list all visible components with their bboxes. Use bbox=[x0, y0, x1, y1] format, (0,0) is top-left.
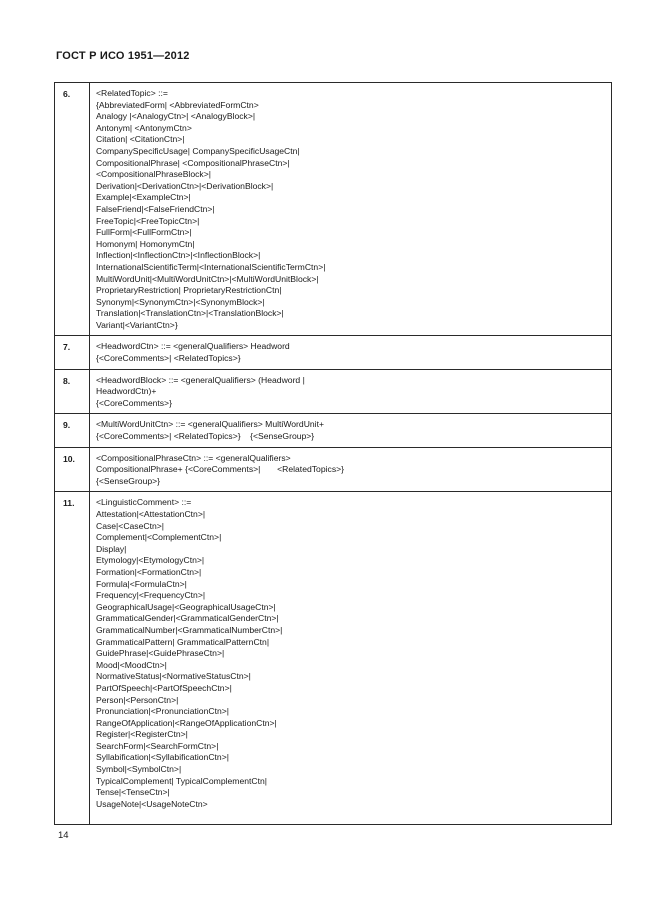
rule-line: Mood|<MoodCtn>| bbox=[96, 659, 167, 670]
rule-line: FullForm|<FullFormCtn>| bbox=[96, 227, 192, 238]
rule-line: Display| bbox=[96, 543, 127, 554]
rules-table-body bbox=[55, 83, 612, 825]
rule-line: ProprietaryRestriction| ProprietaryRestrictionCtn| bbox=[96, 285, 282, 296]
rule-line: GeographicalUsage|<GeographicalUsageCtn>| bbox=[96, 601, 276, 612]
rule-number: 10. bbox=[55, 447, 90, 492]
rule-row bbox=[55, 369, 612, 414]
rule-line: FalseFriend|<FalseFriendCtn>| bbox=[96, 203, 215, 214]
rule-line: NormativeStatus|<NormativeStatusCtn>| bbox=[96, 671, 251, 682]
rule-line: Frequency|<FrequencyCtn>| bbox=[96, 590, 206, 601]
rule-row bbox=[55, 447, 612, 492]
rule-line: TypicalComplement| TypicalComplementCtn| bbox=[96, 775, 267, 786]
rule-number: 7. bbox=[55, 336, 90, 369]
rule-line: UsageNote|<UsageNoteCtn> bbox=[96, 798, 208, 809]
rule-line: Formula|<FormulaCtn>| bbox=[96, 578, 187, 589]
rule-line: <HeadwordCtn> ::= <generalQualifiers> Headword bbox=[96, 341, 290, 352]
rule-line: HeadwordCtn)+ bbox=[96, 386, 157, 397]
rule-line: Example|<ExampleCtn>| bbox=[96, 192, 191, 203]
rule-line: PartOfSpeech|<PartOfSpeechCtn>| bbox=[96, 682, 232, 693]
rule-definition bbox=[90, 492, 612, 825]
rule-line: RangeOfApplication|<RangeOfApplicationCtn>| bbox=[96, 717, 277, 728]
rule-line: Person|<PersonCtn>| bbox=[96, 694, 179, 705]
rule-line: Synonym|<SynonymCtn>|<SynonymBlock>| bbox=[96, 296, 265, 307]
rule-line: <RelatedTopic> ::= bbox=[96, 88, 168, 98]
rule-definition bbox=[90, 414, 612, 447]
rule-line: CompositionalPhrase| <CompositionalPhraseCtn>| bbox=[96, 157, 290, 168]
rule-line: {<CoreComments>| <RelatedTopics>} {<SenseGroup>} bbox=[96, 431, 315, 442]
rule-number: 6. bbox=[55, 83, 90, 336]
rule-line: Citation| <CitationCtn>| bbox=[96, 134, 185, 145]
rule-line: GrammaticalGender|<GrammaticalGenderCtn>| bbox=[96, 613, 279, 624]
rule-line: Variant|<VariantCtn>} bbox=[96, 319, 178, 330]
rule-number: 11. bbox=[55, 492, 90, 825]
rule-definition bbox=[90, 83, 612, 336]
rule-row bbox=[55, 83, 612, 336]
rule-line: Register|<RegisterCtn>| bbox=[96, 729, 188, 740]
rule-line: Case|<CaseCtn>| bbox=[96, 520, 164, 531]
rule-line: Derivation|<DerivationCtn>|<DerivationBlock>| bbox=[96, 180, 274, 191]
rule-line: {AbbreviatedForm| <AbbreviatedFormCtn> bbox=[96, 99, 259, 110]
rule-line: CompositionalPhrase+ {<CoreComments>| <RelatedTopics>} bbox=[96, 464, 345, 475]
rule-line: <CompositionalPhraseBlock>| bbox=[96, 169, 211, 180]
rule-definition bbox=[90, 447, 612, 492]
rule-line: Pronunciation|<PronunciationCtn>| bbox=[96, 706, 229, 717]
rule-row bbox=[55, 336, 612, 369]
rule-row bbox=[55, 414, 612, 447]
rule-row bbox=[55, 492, 612, 825]
rule-number: 8. bbox=[55, 369, 90, 414]
rule-line: Formation|<FormationCtn>| bbox=[96, 566, 202, 577]
rule-line: Antonym| <AntonymCtn> bbox=[96, 122, 192, 133]
rule-line: Analogy |<AnalogyCtn>| <AnalogyBlock>| bbox=[96, 111, 256, 122]
rule-line: <HeadwordBlock> ::= <generalQualifiers> (Headword | bbox=[96, 374, 305, 385]
rule-definition bbox=[90, 369, 612, 414]
page-number: 14 bbox=[58, 830, 69, 841]
rule-line: Etymology|<EtymologyCtn>| bbox=[96, 555, 205, 566]
rule-line: CompanySpecificUsage| CompanySpecificUsageCtn| bbox=[96, 145, 300, 156]
rule-line: {<CoreComments>} bbox=[96, 397, 172, 408]
rule-line: <MultiWordUnitCtn> ::= <generalQualifiers> MultiWordUnit+ bbox=[96, 419, 324, 430]
grammar-rules-table bbox=[54, 82, 612, 825]
rule-line: <LinguisticComment> ::= bbox=[96, 497, 192, 508]
rule-line: SearchForm|<SearchFormCtn>| bbox=[96, 740, 219, 751]
rule-line: Translation|<TranslationCtn>|<TranslationBlock>| bbox=[96, 308, 284, 319]
rule-line: {<CoreComments>| <RelatedTopics>} bbox=[96, 353, 241, 364]
rule-line: GuidePhrase|<GuidePhraseCtn>| bbox=[96, 648, 225, 659]
rule-line: FreeTopic|<FreeTopicCtn>| bbox=[96, 215, 200, 226]
rule-line: MultiWordUnit|<MultiWordUnitCtn>|<MultiWordUnitBlock>| bbox=[96, 273, 319, 284]
rule-line: InternationalScientificTerm|<InternationalScientificTermCtn>| bbox=[96, 261, 326, 272]
document-header: ГОСТ Р ИСО 1951—2012 bbox=[56, 50, 190, 62]
rule-line: Complement|<ComplementCtn>| bbox=[96, 532, 222, 543]
rule-line: {<SenseGroup>} bbox=[96, 475, 161, 486]
rule-line: GrammaticalNumber|<GrammaticalNumberCtn>| bbox=[96, 624, 283, 635]
rule-line: GrammaticalPattern| GrammaticalPatternCtn| bbox=[96, 636, 270, 647]
rule-line: Syllabification|<SyllabificationCtn>| bbox=[96, 752, 229, 763]
rule-number: 9. bbox=[55, 414, 90, 447]
rule-line: Symbol|<SymbolCtn>| bbox=[96, 764, 182, 775]
rule-line: Inflection|<InflectionCtn>|<InflectionBlock>| bbox=[96, 250, 261, 261]
rule-definition bbox=[90, 336, 612, 369]
rule-line: Tense|<TenseCtn>| bbox=[96, 787, 170, 798]
rule-line: Homonym| HomonymCtn| bbox=[96, 238, 195, 249]
rule-line: <CompositionalPhraseCtn> ::= <generalQualifiers> bbox=[96, 452, 291, 463]
rule-line: Attestation|<AttestationCtn>| bbox=[96, 509, 206, 519]
